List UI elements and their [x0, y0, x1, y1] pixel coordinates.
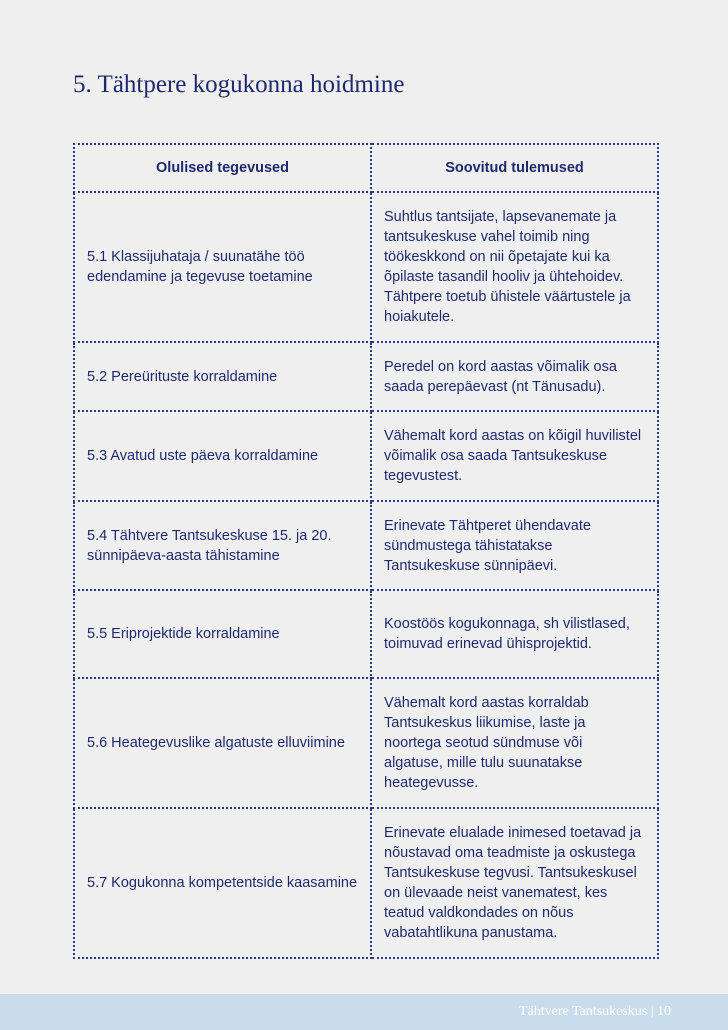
table-row [74, 411, 658, 501]
table-row [74, 501, 658, 590]
outcome-cell: Erinevate elualade inimesed toetavad ja nõustavad oma teadmiste ja oskustega Tantsukeskuse tegvusi. Tantsukeskusel on ülevaade neist vanematest, kes teatud valdkondades on nõus vabatahtlikuna panustama. [371, 808, 658, 958]
outcome-cell: Erinevate Tähtperet ühendavate sündmustega tähistatakse Tantsukeskuse sünnipäevi. [371, 501, 658, 590]
activity-cell: 5.5 Eriprojektide korraldamine [74, 590, 371, 678]
table-row [74, 342, 658, 411]
outcome-cell: Peredel on kord aastas võimalik osa saada perepäevast (nt Tänusadu). [371, 342, 658, 411]
outcome-cell: Vähemalt kord aastas on kõigil huvilistel võimalik osa saada Tantsukeskuse tegevustest. [371, 411, 658, 501]
activity-cell: 5.1 Klassijuhataja / suunatähe töö edendamine ja tegevuse toetamine [74, 192, 371, 342]
outcome-cell: Vähemalt kord aastas korraldab Tantsukeskus liikumise, laste ja noortega seotud sündmuse või algatuse, mille tulu suunatakse heategevusse. [371, 678, 658, 808]
activities-table [73, 143, 659, 959]
table-row [74, 590, 658, 678]
page-footer [0, 994, 728, 1030]
table-header-row [74, 144, 658, 192]
outcome-cell: Koostöös kogukonnaga, sh vilistlased, toimuvad erinevad ühisprojektid. [371, 590, 658, 678]
activity-cell: 5.3 Avatud uste päeva korraldamine [74, 411, 371, 501]
activity-cell: 5.6 Heategevuslike algatuste elluviimine [74, 678, 371, 808]
footer-page-label: Tähtvere Tantsukeskus | 10 [518, 1004, 671, 1019]
column-header-activities: Olulised tegevused [74, 144, 371, 192]
activity-cell: 5.7 Kogukonna kompetentside kaasamine [74, 808, 371, 958]
outcome-cell: Suhtlus tantsijate, lapsevanemate ja tantsukeskuse vahel toimib ning töökeskkond on nii õpetajate kui ka õpilaste tasandil hooliv ja ühtehoidev. Tähtpere toetub ühistele väärtustele ja hoiakutele. [371, 192, 658, 342]
activity-cell: 5.2 Pereürituste korraldamine [74, 342, 371, 411]
table-row [74, 192, 658, 342]
table-row [74, 808, 658, 958]
activity-cell: 5.4 Tähtvere Tantsukeskuse 15. ja 20. sünnipäeva-aasta tähistamine [74, 501, 371, 590]
page-title: 5. Tähtpere kogukonna hoidmine [73, 71, 405, 98]
column-header-outcomes: Soovitud tulemused [371, 144, 658, 192]
table-row [74, 678, 658, 808]
